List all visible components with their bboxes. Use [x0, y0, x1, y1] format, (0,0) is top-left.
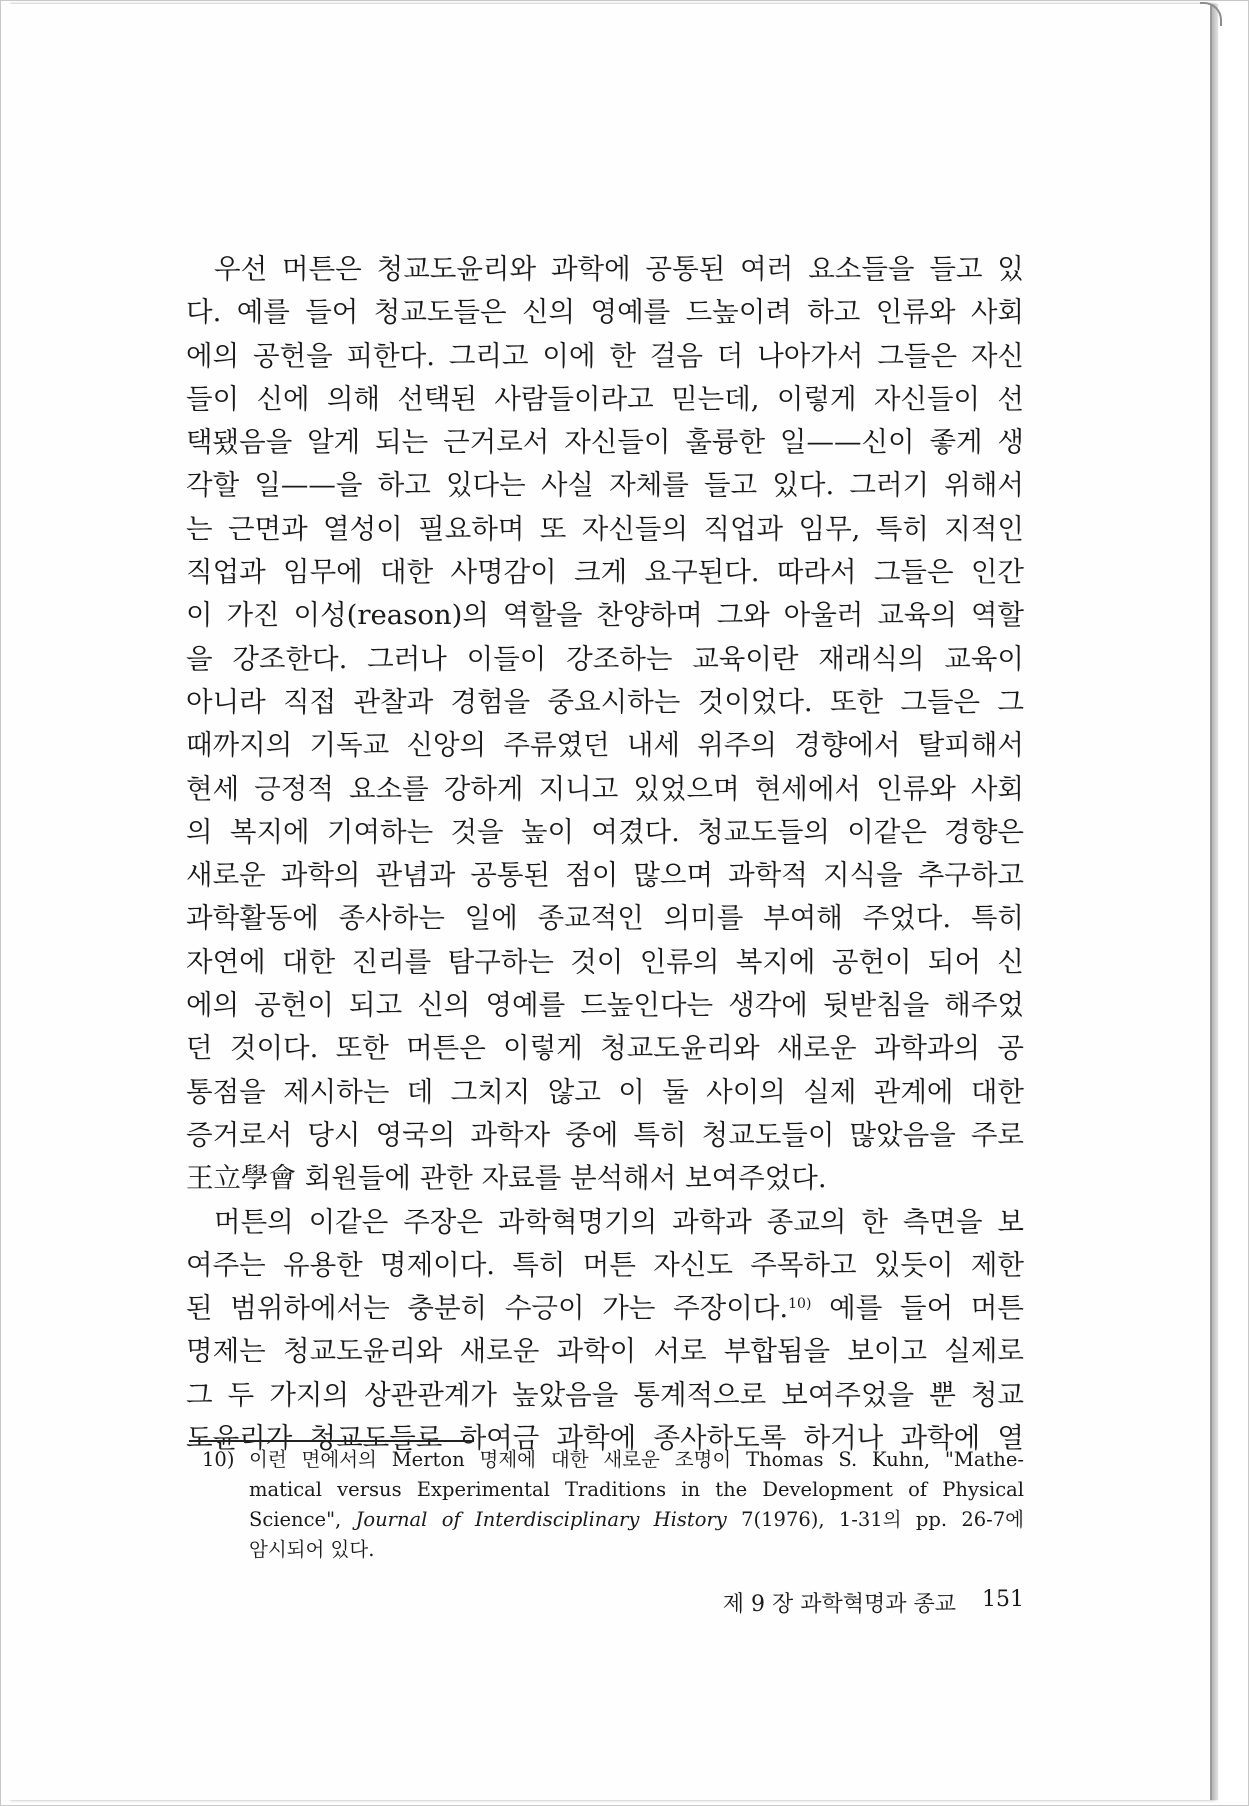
- text-line: 의 복지에 기여하는 것을 높이 여겼다. 청교도들의 이같은 경향은: [186, 815, 1024, 848]
- text-line: 아니라 직접 관찰과 경험을 중요시하는 것이었다. 또한 그들은 그: [186, 685, 1024, 718]
- text-line: 각할 일——을 하고 있다는 사실 자체를 들고 있다. 그러기 위해서: [186, 469, 1024, 502]
- footnote-divider: [189, 1440, 474, 1442]
- text-line: 현세 긍정적 요소를 강하게 지니고 있었으며 현세에서 인류와 사회: [186, 772, 1024, 805]
- footnote-line: matical versus Experimental Traditions in the Development of Physical: [249, 1478, 1024, 1501]
- text-line: 통점을 제시하는 데 그치지 않고 이 둘 사이의 실제 관계에 대한: [186, 1075, 1024, 1108]
- text-line: 들이 신에 의해 선택된 사람들이라고 믿는데, 이렇게 자신들이 선: [186, 382, 1024, 415]
- footnote-number: 10): [202, 1448, 235, 1471]
- text-line: 새로운 과학의 관념과 공통된 점이 많으며 과학적 지식을 추구하고: [186, 859, 1024, 892]
- text-line: 을 강조한다. 그러나 이들이 강조하는 교육이란 재래식의 교육이: [186, 642, 1024, 675]
- footnote: [202, 1445, 1024, 1565]
- text-segment: 예를 들어 머튼: [829, 1292, 1024, 1325]
- text-line-with-footnote: [186, 1287, 1024, 1330]
- footnote-text: 7(1976), 1-31의 pp. 26-7에: [726, 1508, 1024, 1531]
- journal-title: Journal of Interdisciplinary History: [355, 1508, 727, 1531]
- text-line: 던 것이다. 또한 머튼은 이렇게 청교도윤리와 새로운 과학과의 공: [186, 1032, 1024, 1065]
- text-line: 머튼의 이같은 주장은 과학혁명기의 과학과 종교의 한 측면을 보: [214, 1205, 1024, 1238]
- text-line: 택됐음을 알게 되는 근거로서 자신들이 훌륭한 일——신이 좋게 생: [186, 426, 1024, 459]
- text-line: 때까지의 기독교 신앙의 주류였던 내세 위주의 경향에서 탈피해서: [186, 729, 1024, 762]
- text-line: 는 근면과 열성이 필요하며 또 자신들의 직업과 임무, 특히 지적인: [186, 512, 1024, 545]
- text-line: 그 두 가지의 상관관계가 높았음을 통계적으로 보여주었을 뿐 청교: [186, 1378, 1024, 1411]
- text-line: 에의 공헌이 되고 신의 영예를 드높인다는 생각에 뒷받침을 해주었: [186, 989, 1024, 1022]
- text-line: 도윤리가 청교도들로 하여금 과학에 종사하도록 하거나 과학에 열: [186, 1422, 1024, 1455]
- page-edge-shadow: [1212, 4, 1218, 1800]
- footnote-text: Science",: [249, 1508, 356, 1531]
- footnote-line: 암시되어 있다.: [249, 1538, 375, 1561]
- text-line: 이 가진 이성(reason)의 역할을 찬양하며 그와 아울러 교육의 역할: [186, 599, 1024, 632]
- running-footer: [660, 1587, 1024, 1618]
- footnote-text: 이런 면에서의 Merton 명제에 대한 새로운 조명이 Thomas S. Kuhn, "Mathe-: [249, 1448, 1024, 1471]
- text-line: 명제는 청교도윤리와 새로운 과학이 서로 부합됨을 보이고 실제로: [186, 1335, 1024, 1368]
- text-line: 증거로서 당시 영국의 과학자 중에 특히 청교도들이 많았음을 주로: [186, 1118, 1024, 1151]
- text-line: 직업과 임무에 대한 사명감이 크게 요구된다. 따라서 그들은 인간: [186, 556, 1024, 589]
- text-line: 王立學會 회원들에 관한 자료를 분석해서 보여주었다.: [186, 1162, 827, 1195]
- text-line: 우선 머튼은 청교도윤리와 과학에 공통된 여러 요소들을 들고 있: [214, 253, 1024, 285]
- text-line: 에의 공헌을 피한다. 그리고 이에 한 걸음 더 나아가서 그들은 자신: [186, 339, 1024, 372]
- footnote-line: [202, 1505, 1024, 1535]
- footnote-reference: 10): [788, 1296, 812, 1313]
- text-line: 자연에 대한 진리를 탐구하는 것이 인류의 복지에 공헌이 되어 신: [186, 945, 1024, 978]
- main-text-block: [186, 248, 1024, 1460]
- page-number: 151: [982, 1587, 1024, 1612]
- text-line: 여주는 유용한 명제이다. 특히 머튼 자신도 주목하고 있듯이 제한: [186, 1248, 1024, 1281]
- text-line: 과학활동에 종사하는 일에 종교적인 의미를 부여해 주었다. 특히: [186, 902, 1024, 935]
- footnote-line: [202, 1445, 1024, 1475]
- text-line: 다. 예를 들어 청교도들은 신의 영예를 드높이려 하고 인류와 사회: [186, 296, 1024, 329]
- chapter-title: 제 9 장 과학혁명과 종교: [722, 1592, 956, 1617]
- text-segment: 된 범위하에서는 충분히 수긍이 가는 주장이다.: [186, 1292, 789, 1325]
